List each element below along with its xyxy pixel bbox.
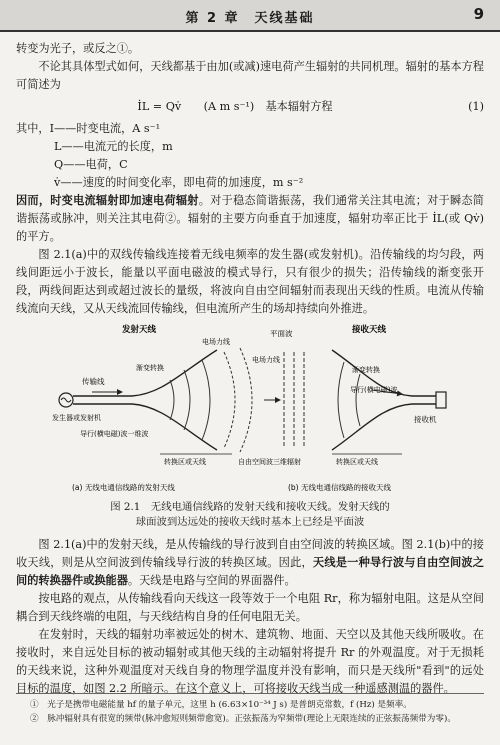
label-free-space: 自由空间波三维辐射: [238, 458, 301, 466]
antenna-diagram: [52, 322, 452, 498]
paragraph-2: [16, 192, 484, 246]
label-guided-wave-left: 导行(横电磁)波一维波: [80, 430, 149, 438]
label-region-right: 转换区或天线: [336, 458, 378, 466]
page-body: [16, 40, 484, 698]
paragraph-2-text: 。对于稳态简谐振荡，我们通常关注其电流；对于瞬态简谐振荡或脉冲，则关注其电荷②。辐射的主要方向垂直于加速度，辐射功率正比于 İL(或 Qv̇)的平方。: [16, 194, 484, 243]
equation-formula: İL = Qv̇ (A m s⁻¹) 基本辐射方程: [137, 100, 333, 113]
label-efield-right: 电场力线: [252, 356, 280, 364]
caption-line-1: 图 2.1 无线电通信线路的发射天线和接收天线。发射天线的: [110, 501, 390, 513]
receiver-box: [436, 392, 446, 408]
label-transmission-line: 传输线: [82, 377, 105, 386]
label-plane-wave: 平面波: [270, 329, 293, 338]
label-region-left: 转换区或天线: [164, 458, 206, 466]
definition-item: L——电流元的长度，m: [54, 140, 173, 153]
definitions-intro: 其中，I——时变电流，A s⁻¹: [16, 122, 161, 135]
definition-item: v̇——速度的时间变化率，即电荷的加速度，m s⁻²: [54, 176, 304, 189]
figure-caption: [16, 500, 484, 530]
definition-item: Q——电荷，C: [54, 158, 128, 171]
label-generator: 发生器或发射机: [52, 414, 101, 422]
emphasis-text: 天线是一种导行波与自由空间波之间的转换器件或换能器: [16, 556, 484, 587]
transmitting-antenna: [132, 350, 217, 396]
caption-line-2: 球面波到达远处的接收天线时基本上已经是平面波: [135, 516, 365, 528]
page-number: 9: [473, 5, 484, 23]
label-efield-left: 电场力线: [202, 338, 230, 346]
paragraph-5: 按电路的观点，从传输线看向天线这一段等效于一个电阻 Rr，称为辐射电阻。这是从空间耦合到天线终端的电阻，与天线结构自身的任何电阻无关。: [16, 592, 484, 623]
radiation-equation: [16, 98, 484, 116]
paragraph-4-text-a: 图 2.1(a)中的发射天线，是从传输线的导行波到自由空间波的转换区域。图 2.1(b)中的接收天线，则是从空间波到传输线导行波的转换区域。因此，: [16, 538, 484, 569]
definitions-list: [16, 138, 484, 192]
paragraph-4-text-b: 。天线是电路与空间的界面器件。: [127, 574, 296, 587]
paragraph-1: 不论其具体型式如何，天线都基于由加(或减)速电荷产生辐射的共同机理。辐射的基本方程可简述为: [16, 60, 484, 91]
label-receiver: 接收机: [414, 415, 437, 424]
emphasis-text: 因而，时变电流辐射即加速电荷辐射: [16, 194, 199, 207]
paragraph-4: [16, 536, 484, 590]
label-taper-right: 渐变转换: [352, 366, 380, 374]
label-guided-wave-right: 导行(横电磁)波: [350, 386, 398, 394]
paragraph-6: 在发射时，天线的辐射功率被远处的树木、建筑物、地面、天空以及其他天线所吸收。在接收时，来自远处目标的被动辐射或其他天线的主动辐射将提升 Rr 的外观温度。对于无损耗的天线来说，这种外观温度对天线自身的物理学温度并没有影响，而只是天线所"看到"的远处目标的温度，如图 2.2 所暗示。在这个意义上，可将接收天线当成一种遥感测温的器件。: [16, 628, 484, 695]
label-rx-antenna: 接收天线: [352, 325, 387, 335]
figure-2-1: [16, 322, 484, 498]
subcaption-a: (a) 无线电通信线路的发射天线: [72, 483, 175, 492]
paragraph-3: 图 2.1(a)中的双线传输线连接着无线电频率的发生器(或发射机)。沿传输线的均匀段，两线间距远小于波长，能量以平面电磁波的模式导行，只有很少的损失；沿传输线的渐变张开段，两线间距达到或超过波长的量级，将波向自由空间辐射而表现出天线的性质。电流从传输线流向天线，又从天线流回传输线，但电流所产生的场却持续向外推进。: [16, 248, 484, 315]
footnote-1: ① 光子是携带电磁能量 hf 的量子单元，这里 h (6.63×10⁻³⁴ J s) 是普朗克常数，f (Hz) 是频率。: [30, 700, 412, 710]
equation-number: (1): [468, 100, 484, 113]
footnotes: [16, 693, 484, 726]
chapter-title: 第 2 章 天线基础: [185, 11, 315, 26]
label-tx-antenna: 发射天线: [122, 325, 157, 335]
footnote-2: ② 脉冲辐射具有很宽的频带(脉冲愈短则频带愈宽)。正弦振荡为窄频带(理论上无限连续的正弦振荡频带为零)。: [30, 714, 456, 724]
label-taper-left: 渐变转换: [136, 364, 164, 372]
running-header: [0, 0, 500, 32]
subcaption-b: (b) 无线电通信线路的接收天线: [288, 483, 391, 492]
paragraph-0: 转变为光子，或反之①。: [16, 42, 140, 55]
